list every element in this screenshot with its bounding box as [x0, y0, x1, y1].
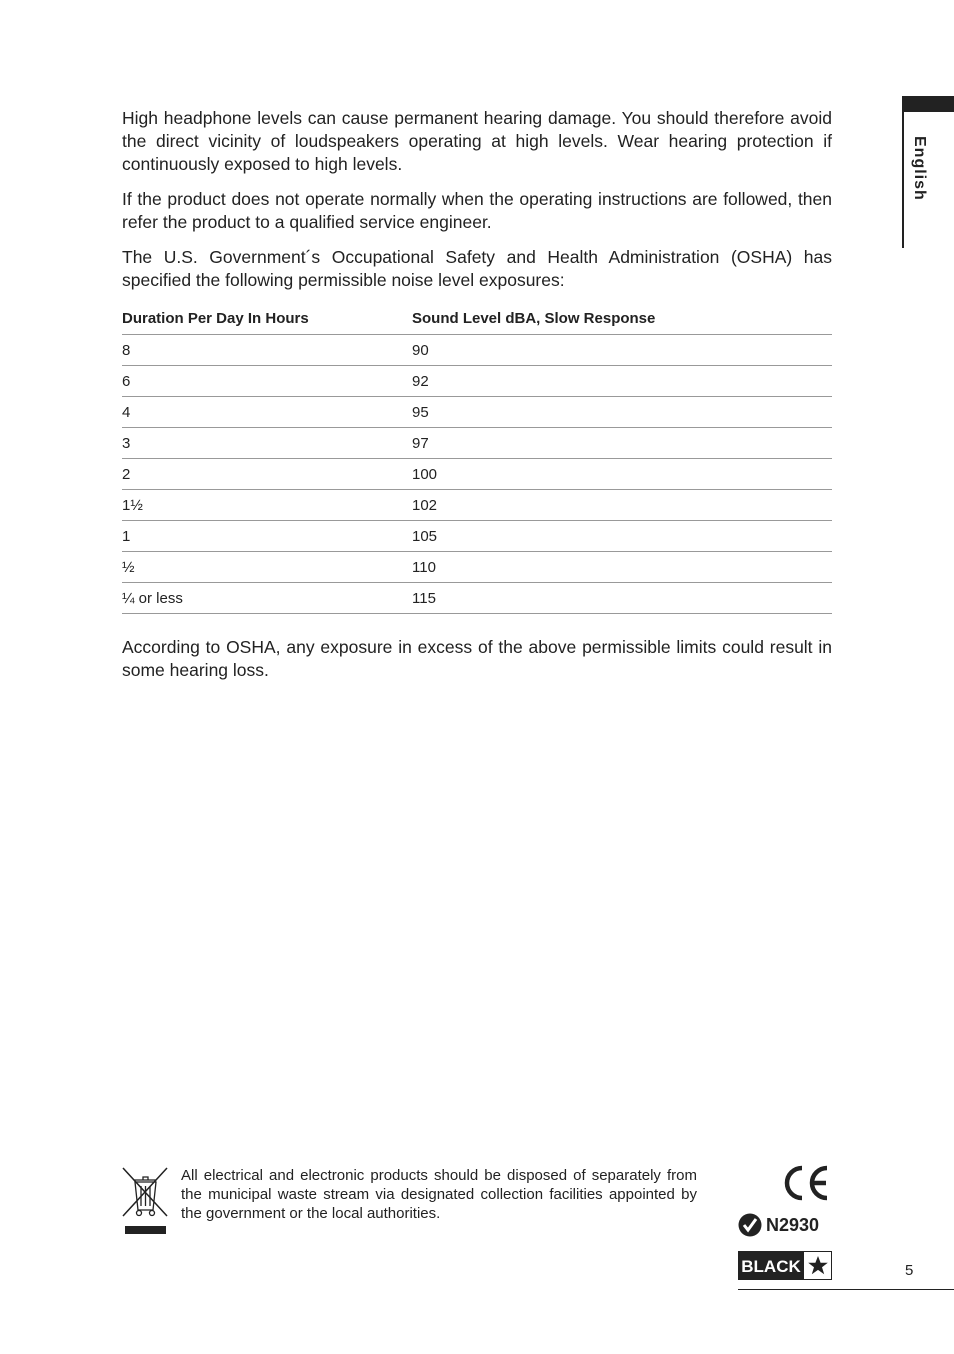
page-number: 5 — [905, 1262, 914, 1279]
table-body — [122, 335, 832, 614]
table-row — [122, 459, 832, 490]
cell-duration: 6 — [122, 366, 412, 397]
table-row — [122, 366, 832, 397]
paragraph-headphone-warning: High headphone levels can cause permanent hearing damage. You should therefore avoid the direct vicinity of loudspeakers operating at high levels. Wear hearing protection if continuously exposed to high levels. — [122, 108, 832, 174]
noise-exposure-table — [122, 308, 832, 614]
table-row — [122, 428, 832, 459]
footer-rule — [738, 1289, 954, 1290]
cell-duration: ½ — [122, 552, 412, 583]
cell-sound-level: 90 — [412, 335, 832, 366]
c-tick-icon — [738, 1213, 762, 1237]
table-header-row — [122, 308, 832, 335]
language-tab-bar — [904, 96, 954, 112]
crossed-bin-icon — [122, 1166, 168, 1236]
cell-sound-level: 100 — [412, 459, 832, 490]
table-row — [122, 552, 832, 583]
cell-sound-level: 105 — [412, 521, 832, 552]
header-sound-level: Sound Level dBA, Slow Response — [412, 308, 832, 335]
cell-duration: 1 — [122, 521, 412, 552]
cell-duration: 3 — [122, 428, 412, 459]
table-row — [122, 490, 832, 521]
cell-sound-level: 95 — [412, 397, 832, 428]
paragraph-osha-intro: The U.S. Government´s Occupational Safety and Health Administration (OSHA) has specified the following permissible noise level exposures: — [122, 247, 832, 290]
cell-sound-level: 102 — [412, 490, 832, 521]
brand-logo — [738, 1251, 832, 1280]
cell-duration: 4 — [122, 397, 412, 428]
cell-sound-level: 97 — [412, 428, 832, 459]
table-row — [122, 335, 832, 366]
main-content — [122, 107, 832, 694]
logo-text: BLACK — [741, 1257, 801, 1276]
cert-code: N2930 — [766, 1214, 820, 1235]
cell-duration: 1½ — [122, 490, 412, 521]
language-label: English — [911, 136, 928, 201]
disposal-notice: All electrical and electronic products should be disposed of separately from the municipal waste stream via designated collection facilities appointed by the government or the local authorities. — [181, 1167, 697, 1222]
cell-sound-level: 110 — [412, 552, 832, 583]
paragraph-osha-conclusion: According to OSHA, any exposure in excess of the above permissible limits could result in some hearing loss. — [122, 637, 832, 680]
certification — [738, 1212, 819, 1238]
cell-duration: 8 — [122, 335, 412, 366]
cell-sound-level: 115 — [412, 583, 832, 614]
cell-duration: ¼ or less — [122, 583, 412, 614]
cell-sound-level: 92 — [412, 366, 832, 397]
table-row — [122, 583, 832, 614]
table-row — [122, 397, 832, 428]
table-row — [122, 521, 832, 552]
header-duration: Duration Per Day In Hours — [122, 308, 412, 335]
paragraph-service: If the product does not operate normally when the operating instructions are followed, then refer the product to a qualified service engineer. — [122, 189, 832, 232]
ce-mark-icon — [781, 1164, 831, 1202]
language-tab — [902, 96, 954, 248]
cell-duration: 2 — [122, 459, 412, 490]
